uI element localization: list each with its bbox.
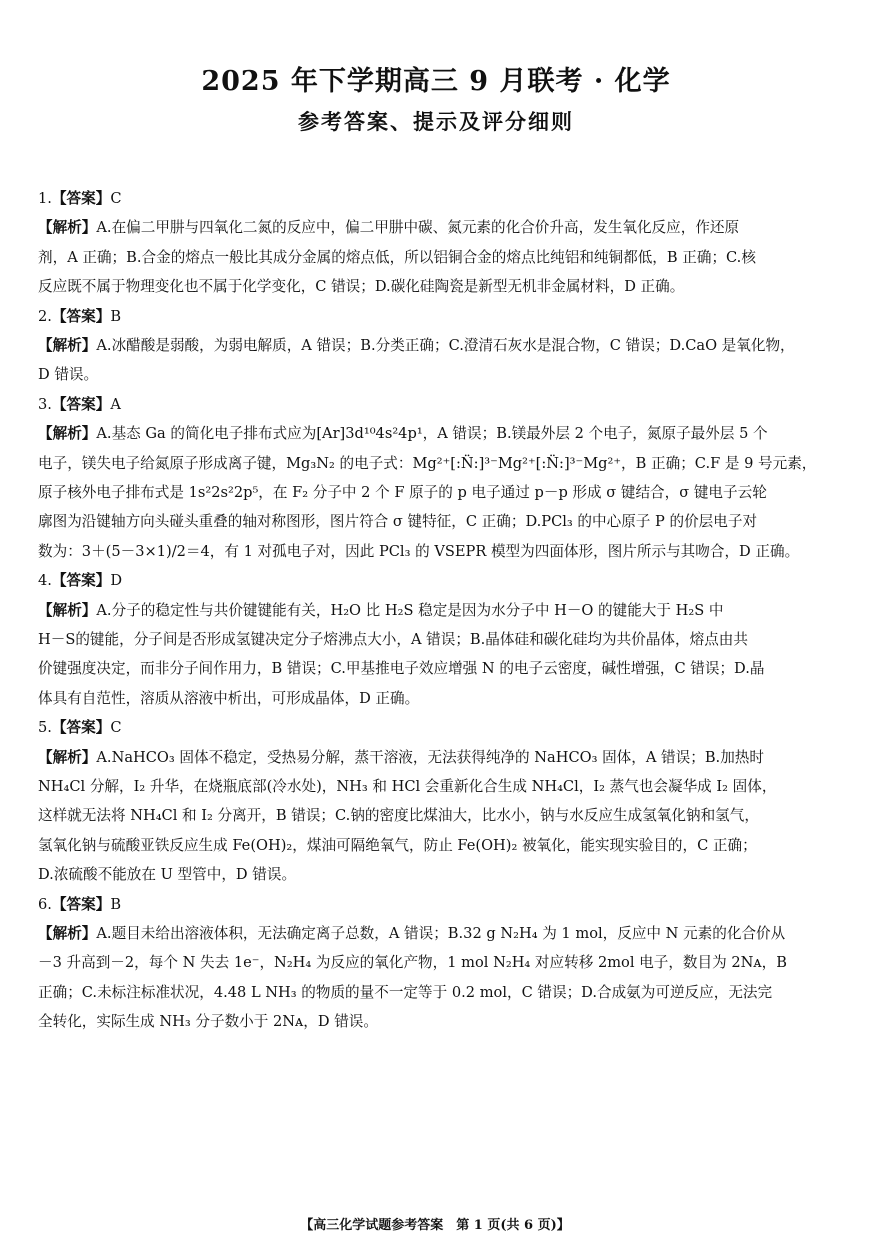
question-block — [38, 890, 834, 1037]
question-block — [38, 390, 834, 566]
question-block — [38, 184, 834, 302]
analysis-line: 【解析】A.题目未给出溶液体积，无法确定离子总数，A 错误；B.32 g N₂H₄ 为 1 mol，反应中 N 元素的化合价从 — [38, 925, 786, 943]
answer-tag: 【答案】 — [51, 307, 111, 325]
analysis-line: D 错误。 — [38, 366, 99, 384]
analysis-line: 剂，A 正确；B.合金的熔点一般比其成分金属的熔点低，所以铝铜合金的熔点比纯铝和纯铜都低，B 正确；C.核 — [38, 248, 756, 266]
answer-tag: 【答案】 — [51, 719, 111, 737]
question-block — [38, 302, 834, 390]
page-footer: 【高三化学试题参考答案 第 1 页(共 6 页)】 — [300, 1218, 570, 1233]
analysis-line: 正确；C.未标注标准状况，4.48 L NH₃ 的物质的量不一定等于 0.2 mol，C 错误；D.合成氨为可逆反应，无法完 — [38, 983, 773, 1001]
analysis-line: 【解析】A.冰醋酸是弱酸，为弱电解质，A 错误；B.分类正确；C.澄清石灰水是混合物，C 错误；D.CaO 是氧化物， — [38, 337, 795, 354]
analysis-text — [38, 331, 834, 390]
analysis-text — [38, 919, 834, 1037]
analysis-text — [38, 596, 834, 714]
answer-value: C — [110, 190, 122, 207]
analysis-line: 反应既不属于物理变化也不属于化学变化，C 错误；D.碳化硅陶瓷是新型无机非金属材料，D 正确。 — [38, 278, 685, 296]
question-number: 6. — [38, 895, 52, 913]
analysis-line: 原子核外电子排布式是 1s²2s²2p⁵，在 F₂ 分子中 2 个 F 原子的 p 电子通过 p－p 形成 σ 键结合，σ 键电子云轮 — [38, 484, 767, 502]
analysis-line: 这样就无法将 NH₄Cl 和 I₂ 分离开，B 错误；C.钠的密度比煤油大，比水小，钠与水反应生成氢氧化钠和氢气， — [38, 807, 759, 825]
analysis-tag: 【解析】 — [38, 425, 97, 443]
analysis-line: 全转化，实际生成 NH₃ 分子数小于 2Nᴀ，D 错误。 — [38, 1013, 378, 1031]
analysis-line: 【解析】A.在偏二甲肼与四氧化二氮的反应中，偏二甲肼中碳、氮元素的化合价升高，发生氧化反应，作还原 — [38, 219, 740, 237]
answer-tag: 【答案】 — [51, 572, 111, 590]
answer-line — [38, 566, 834, 595]
analysis-line: 廓图为沿键轴方向头碰头重叠的轴对称图形，图片符合 σ 键特征，C 正确；D.PCl₃ 的中心原子 P 的价层电子对 — [38, 513, 758, 531]
answer-value: A — [110, 395, 121, 413]
question-block — [38, 566, 834, 713]
question-number: 4. — [38, 572, 52, 590]
page-title: 2025 年下学期高三 9 月联考 · 化学 — [201, 66, 671, 97]
answer-line — [38, 390, 834, 419]
analysis-tag: 【解析】 — [38, 219, 97, 237]
answer-value: B — [110, 895, 122, 913]
analysis-tag: 【解析】 — [38, 925, 97, 943]
answer-line — [38, 184, 834, 213]
answer-value: D — [110, 572, 123, 590]
analysis-line: 价键强度决定，而非分子间作用力，B 错误；C.甲基推电子效应增强 N 的电子云密度，碱性增强，C 错误；D.晶 — [38, 660, 765, 678]
question-number: 3. — [38, 395, 52, 413]
answer-line — [38, 890, 834, 919]
answers-list — [38, 184, 834, 1037]
answer-value: B — [110, 307, 122, 325]
analysis-line: NH₄Cl 分解，I₂ 升华，在烧瓶底部(冷水处)，NH₃ 和 HCl 会重新化合生成 NH₄Cl，I₂ 蒸气也会凝华成 I₂ 固体， — [38, 778, 777, 796]
answer-tag: 【答案】 — [51, 895, 111, 913]
analysis-line: 体具有自范性，溶质从溶液中析出，可形成晶体，D 正确。 — [38, 689, 420, 707]
analysis-line: D.浓硫酸不能放在 U 型管中，D 错误。 — [38, 866, 297, 884]
analysis-line: 【解析】A.基态 Ga 的简化电子排布式应为[Ar]3d¹⁰4s²4p¹，A 错误；B.镁最外层 2 个电子，氮原子最外层 5 个 — [38, 425, 768, 443]
question-block — [38, 713, 834, 889]
answer-tag: 【答案】 — [51, 395, 111, 413]
question-number: 1. — [38, 190, 52, 207]
analysis-line: 数为：3＋(5－3×1)/2＝4，有 1 对孤电子对，因此 PCl₃ 的 VSEPR 模型为四面体形，图片所示与其吻合，D 正确。 — [38, 542, 800, 560]
analysis-line: 【解析】A.分子的稳定性与共价键键能有关，H₂O 比 H₂S 稳定是因为水分子中 H－O 的键能大于 H₂S 中 — [38, 601, 724, 619]
question-number: 5. — [38, 719, 52, 737]
analysis-line: H－S的键能，分子间是否形成氢键决定分子熔沸点大小，A 错误；B.晶体硅和碳化硅均为共价晶体，熔点由共 — [38, 631, 748, 649]
answer-tag: 【答案】 — [51, 190, 111, 207]
analysis-line: 氢氧化钠与硫酸亚铁反应生成 Fe(OH)₂，煤油可隔绝氧气，防止 Fe(OH)₂ 被氧化，能实现实验目的，C 正确； — [38, 836, 757, 854]
answer-line — [38, 302, 834, 331]
question-number: 2. — [38, 307, 52, 325]
analysis-tag: 【解析】 — [38, 601, 97, 619]
analysis-text — [38, 743, 834, 890]
analysis-tag: 【解析】 — [38, 337, 97, 354]
answer-line — [38, 713, 834, 742]
answer-value: C — [110, 719, 122, 737]
analysis-text — [38, 419, 834, 566]
analysis-line: 电子，镁失电子给氮原子形成离子键，Mg₃N₂ 的电子式：Mg²⁺[:N̈:]³⁻Mg²⁺[:N̈:]³⁻Mg²⁺，B 正确；C.F 是 9 号元素， — [38, 454, 817, 472]
analysis-line: －3 升高到－2，每个 N 失去 1e⁻，N₂H₄ 为反应的氧化产物，1 mol N₂H₄ 对应转移 2mol 电子，数目为 2Nᴀ，B — [38, 954, 787, 972]
page-subtitle: 参考答案、提示及评分细则 — [298, 109, 574, 134]
analysis-line: 【解析】A.NaHCO₃ 固体不稳定，受热易分解，蒸干溶液，无法获得纯净的 NaHCO₃ 固体，A 错误；B.加热时 — [38, 748, 764, 766]
analysis-tag: 【解析】 — [38, 748, 97, 766]
analysis-text — [38, 213, 834, 301]
